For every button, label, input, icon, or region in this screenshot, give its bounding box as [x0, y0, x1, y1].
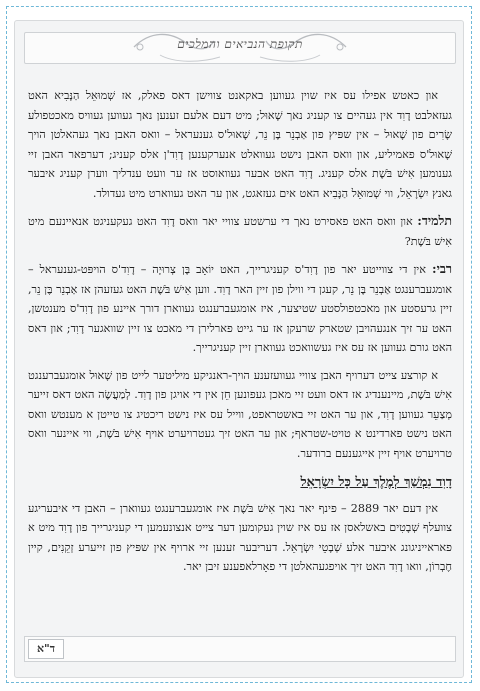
section-heading-text: דָוִד נִמְשַׁךְ לְמֶלֶךְ עַל כָּל יִשְׂרָאֵל — [300, 475, 452, 490]
dialogue-text: אין די צווייטע יאר פון דָוִד'ס קעניגרייך, האט יוֹאָב בֶּן צְרוּיָה – דָוִד'ס הויפּט-גענעראל – אומגעברענגט אַבְנֵר בֶּן נֵר, קעגן די ווילן פון זיין האר דָוִד. ווען אִישׁ בֹּשֶׁת האט געזעהן אז אַבְנֵר בֶּן נֵר, זיין גרעסטע און מאכטפולסטע שטיצער, איז אומגעברענגט געווארן דורך איינע פון דָוִד'ס מענטשן, האט ער זיך אנגעהויבן שטארק שרעקן אז ער גייט פארלירן די מאכט צו זיין שוואגער דָוִד; און דאס האט גורם געווען אז עס איז געשוואכט געווארן זיין קעניגרייך. — [28, 263, 452, 354]
dialogue-student — [28, 211, 452, 251]
footer-frame — [24, 636, 456, 662]
dialogue-text: און וואס האט פאסירט נאך די ערשטע צוויי יאר וואס דָוִד האט געקעניגט אנאיינעם מיט אִישׁ בֹּשֶׁת? — [28, 215, 452, 248]
page-running-title: תקופת הנביאים והמלכים — [177, 37, 303, 51]
paragraph: א קורצע צייט דערויף האבן צוויי געוועזענע הויך-ראנגיקע מיליטער לייט פון שָׁאוּל אומגעברענגט אִישׁ בֹּשֶׁת, מיינענדיג אז דאס וועט זיי מאכן געפונען חֵן אין די אויגן פון דָוִד. לְמַעֲשֶׂה האט דאס זייער מְצַעֵר געווען דָוִד, און ער האט זיי באשטראפט, ווייל עס איז נישט ריכטיג צו טייטן א מענטש וואס האט נישט פארדינט א טויט-שטראף; און ער האט זיך געטרויערט אויף אִישׁ בֹּשֶׁת, ווי איינער וואס טרויערט אויף זיין אייגענעם ברודער. — [28, 368, 452, 460]
dialogue-rebbe — [28, 259, 452, 358]
paragraph: און כאטש אפילו עס איז שוין געווען באקאנט צווישן דאס פאלק, אז שְׁמוּאֵל הַנָּבִיא האט געזאלבט דָוִד אין געהיים צו קעניג נאך שָׁאוּל; מיט דעם אלעם זענען נאך געווען געוויס מאכטפולע שָׂרִים פון שָׁאוּל – אין שפּיץ פון אַבְנֵר בֶּן נֵר, שָׁאוּל'ס גענעראל – וואס האבן נאך געהאלטן הויך שָׁאוּל'ס פאמיליע, און וואס האבן נישט געוואלט אנערקענען דָוִד'ן אלס קעניג; דערפאר האבן זיי גענומען אִישׁ בֹּשֶׁת אלס קעניג. דָוִד האט אבער געוואוסט אז ער וועט ענדליך ווערן קעניג איבער גאנץ יִשְׂרָאֵל, ווי שְׁמוּאֵל הַנָּבִיא האט אים געזאגט, און ער האט געווארט מיט געדולד. — [28, 89, 452, 200]
page-number: ד"א — [28, 639, 64, 659]
paragraph: אין דעם יאר 2889 – פינף יאר נאך אִישׁ בֹּשֶׁת איז אומגעברענגט געווארן – האבן די איבעריגע צוועלף שְׁבָטִים באשלאסן אז עס איז שוין געקומען דער צייט אנצונעמען די קעניגרייך פון דָוִד מיט א פאראייניגונג איבער אלע שְׁבָטֵי יִשְׂרָאֵל. דעריבער זענען זיי ארויף אין שפּיץ פון זייערע זְקֵנִים, קיין חֶבְרוֹן, וואו דָוִד האט זיך אויפגעהאלטן די פאָרלאפענע זיבן יאר. — [28, 501, 452, 573]
section-heading — [28, 473, 452, 493]
page-body — [28, 86, 452, 626]
speaker-label-rebbe: רבי: — [431, 261, 453, 276]
speaker-label-student: תלמיד: — [417, 213, 452, 228]
